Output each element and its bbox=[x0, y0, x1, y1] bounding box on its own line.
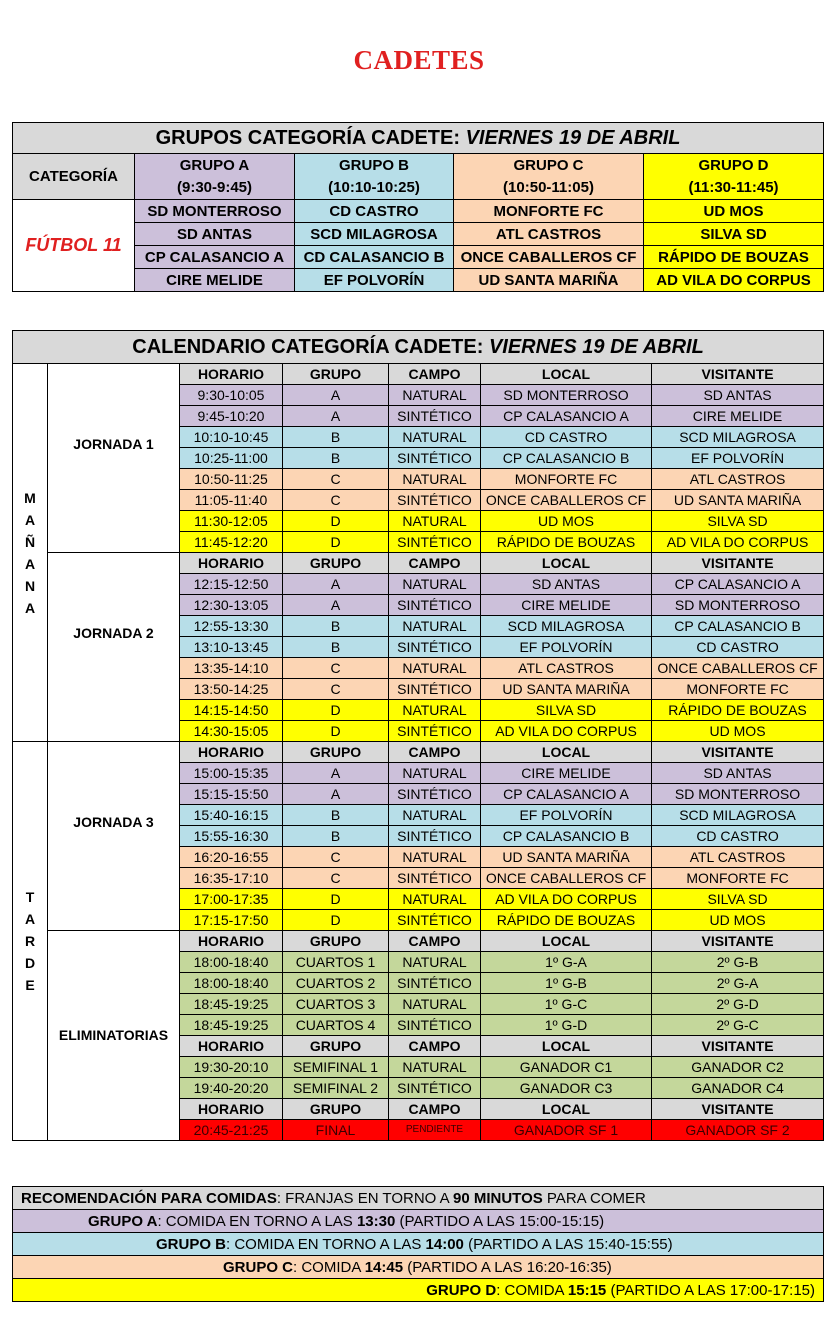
match-visitor: CD CASTRO bbox=[652, 637, 824, 658]
match-field: SINTÉTICO bbox=[389, 448, 481, 469]
match-group: CUARTOS 1 bbox=[283, 952, 389, 973]
header-campo: CAMPO bbox=[389, 364, 481, 385]
match-time: 18:45-19:25 bbox=[180, 1015, 283, 1036]
match-visitor: 2º G-B bbox=[652, 952, 824, 973]
header-local: LOCAL bbox=[481, 931, 652, 952]
match-group: D bbox=[283, 721, 389, 742]
group-team: CIRE MELIDE bbox=[135, 269, 295, 292]
match-local: 1º G-B bbox=[481, 973, 652, 994]
group-team: SCD MILAGROSA bbox=[295, 223, 454, 246]
match-local: UD MOS bbox=[481, 511, 652, 532]
header-visitante: VISITANTE bbox=[652, 1036, 824, 1057]
match-visitor: SD ANTAS bbox=[652, 763, 824, 784]
match-field: SINTÉTICO bbox=[389, 784, 481, 805]
calendar-header-row bbox=[13, 364, 824, 385]
match-field: SINTÉTICO bbox=[389, 868, 481, 889]
match-time: 20:45-21:25 bbox=[180, 1120, 283, 1141]
match-field: PENDIENTE bbox=[389, 1120, 481, 1141]
calendar-header-row bbox=[13, 553, 824, 574]
header-local: LOCAL bbox=[481, 1036, 652, 1057]
match-visitor: RÁPIDO DE BOUZAS bbox=[652, 700, 824, 721]
header-horario: HORARIO bbox=[180, 364, 283, 385]
match-visitor: CP CALASANCIO B bbox=[652, 616, 824, 637]
match-group: CUARTOS 4 bbox=[283, 1015, 389, 1036]
jornada-label: JORNADA 2 bbox=[48, 553, 180, 742]
match-visitor: GANADOR SF 2 bbox=[652, 1120, 824, 1141]
header-grupo: GRUPO bbox=[283, 1036, 389, 1057]
match-group: B bbox=[283, 427, 389, 448]
match-field: NATURAL bbox=[389, 616, 481, 637]
match-local: AD VILA DO CORPUS bbox=[481, 721, 652, 742]
match-group: B bbox=[283, 637, 389, 658]
match-time: 10:10-10:45 bbox=[180, 427, 283, 448]
match-time: 18:00-18:40 bbox=[180, 952, 283, 973]
match-group: D bbox=[283, 910, 389, 931]
match-local: EF POLVORÍN bbox=[481, 637, 652, 658]
match-local: EF POLVORÍN bbox=[481, 805, 652, 826]
match-group: A bbox=[283, 406, 389, 427]
match-visitor: ONCE CABALLEROS CF bbox=[652, 658, 824, 679]
match-local: 1º G-D bbox=[481, 1015, 652, 1036]
header-visitante: VISITANTE bbox=[652, 742, 824, 763]
match-group: CUARTOS 2 bbox=[283, 973, 389, 994]
match-field: NATURAL bbox=[389, 700, 481, 721]
match-field: NATURAL bbox=[389, 658, 481, 679]
group-team: CD CASTRO bbox=[295, 200, 454, 223]
group-team: CP CALASANCIO A bbox=[135, 246, 295, 269]
match-group: A bbox=[283, 595, 389, 616]
match-field: NATURAL bbox=[389, 847, 481, 868]
group-team: RÁPIDO DE BOUZAS bbox=[644, 246, 824, 269]
jornada-label: ELIMINATORIAS bbox=[48, 931, 180, 1141]
header-campo: CAMPO bbox=[389, 1036, 481, 1057]
match-time: 15:00-15:35 bbox=[180, 763, 283, 784]
recommendation-group-d: GRUPO D: COMIDA 15:15 (PARTIDO A LAS 17:00-17:15) bbox=[13, 1279, 824, 1302]
match-visitor: GANADOR C4 bbox=[652, 1078, 824, 1099]
header-visitante: VISITANTE bbox=[652, 931, 824, 952]
match-visitor: UD MOS bbox=[652, 910, 824, 931]
header-horario: HORARIO bbox=[180, 742, 283, 763]
match-time: 14:30-15:05 bbox=[180, 721, 283, 742]
header-visitante: VISITANTE bbox=[652, 553, 824, 574]
header-horario: HORARIO bbox=[180, 931, 283, 952]
match-field: SINTÉTICO bbox=[389, 973, 481, 994]
group-a-header: GRUPO A (9:30-9:45) bbox=[135, 154, 295, 200]
match-field: NATURAL bbox=[389, 952, 481, 973]
match-local: RÁPIDO DE BOUZAS bbox=[481, 910, 652, 931]
group-d-header: GRUPO D (11:30-11:45) bbox=[644, 154, 824, 200]
match-local: ONCE CABALLEROS CF bbox=[481, 490, 652, 511]
match-group: B bbox=[283, 826, 389, 847]
match-time: 12:15-12:50 bbox=[180, 574, 283, 595]
match-group: CUARTOS 3 bbox=[283, 994, 389, 1015]
match-visitor: CD CASTRO bbox=[652, 826, 824, 847]
group-team: CD CALASANCIO B bbox=[295, 246, 454, 269]
group-team: SILVA SD bbox=[644, 223, 824, 246]
match-time: 18:00-18:40 bbox=[180, 973, 283, 994]
match-visitor: GANADOR C2 bbox=[652, 1057, 824, 1078]
match-local: 1º G-A bbox=[481, 952, 652, 973]
match-visitor: 2º G-A bbox=[652, 973, 824, 994]
match-group: B bbox=[283, 448, 389, 469]
match-local: GANADOR C1 bbox=[481, 1057, 652, 1078]
group-team: MONFORTE FC bbox=[454, 200, 644, 223]
match-visitor: SILVA SD bbox=[652, 889, 824, 910]
match-time: 10:25-11:00 bbox=[180, 448, 283, 469]
match-group: D bbox=[283, 511, 389, 532]
match-local: ATL CASTROS bbox=[481, 658, 652, 679]
header-local: LOCAL bbox=[481, 1099, 652, 1120]
match-time: 19:30-20:10 bbox=[180, 1057, 283, 1078]
match-local: SCD MILAGROSA bbox=[481, 616, 652, 637]
header-grupo: GRUPO bbox=[283, 931, 389, 952]
page-title: CADETES bbox=[353, 45, 485, 75]
match-local: CD CASTRO bbox=[481, 427, 652, 448]
match-local: UD SANTA MARIÑA bbox=[481, 847, 652, 868]
calendar-title: CALENDARIO CATEGORÍA CADETE: VIERNES 19 DE ABRIL bbox=[13, 331, 824, 364]
match-field: NATURAL bbox=[389, 994, 481, 1015]
match-group: A bbox=[283, 385, 389, 406]
recommendation-intro: RECOMENDACIÓN PARA COMIDAS: FRANJAS EN TORNO A 90 MINUTOS PARA COMER bbox=[13, 1187, 824, 1210]
match-time: 12:30-13:05 bbox=[180, 595, 283, 616]
match-group: SEMIFINAL 1 bbox=[283, 1057, 389, 1078]
match-group: FINAL bbox=[283, 1120, 389, 1141]
jornada-label: JORNADA 3 bbox=[48, 742, 180, 931]
group-team: EF POLVORÍN bbox=[295, 269, 454, 292]
header-campo: CAMPO bbox=[389, 1099, 481, 1120]
match-visitor: ATL CASTROS bbox=[652, 847, 824, 868]
match-time: 10:50-11:25 bbox=[180, 469, 283, 490]
match-field: NATURAL bbox=[389, 469, 481, 490]
header-visitante: VISITANTE bbox=[652, 364, 824, 385]
match-local: SILVA SD bbox=[481, 700, 652, 721]
match-local: CP CALASANCIO B bbox=[481, 826, 652, 847]
match-time: 11:05-11:40 bbox=[180, 490, 283, 511]
match-local: ONCE CABALLEROS CF bbox=[481, 868, 652, 889]
match-visitor: EF POLVORÍN bbox=[652, 448, 824, 469]
match-local: UD SANTA MARIÑA bbox=[481, 679, 652, 700]
match-field: SINTÉTICO bbox=[389, 532, 481, 553]
group-team: UD MOS bbox=[644, 200, 824, 223]
groups-table bbox=[12, 122, 824, 292]
match-group: C bbox=[283, 679, 389, 700]
match-local: CP CALASANCIO A bbox=[481, 784, 652, 805]
match-group: A bbox=[283, 574, 389, 595]
match-field: SINTÉTICO bbox=[389, 406, 481, 427]
match-local: SD ANTAS bbox=[481, 574, 652, 595]
match-time: 14:15-14:50 bbox=[180, 700, 283, 721]
match-group: A bbox=[283, 784, 389, 805]
period-manana: M A Ñ A N A bbox=[13, 364, 48, 742]
header-horario: HORARIO bbox=[180, 1036, 283, 1057]
match-field: NATURAL bbox=[389, 1057, 481, 1078]
match-field: SINTÉTICO bbox=[389, 1015, 481, 1036]
header-grupo: GRUPO bbox=[283, 1099, 389, 1120]
match-visitor: SILVA SD bbox=[652, 511, 824, 532]
match-group: D bbox=[283, 889, 389, 910]
header-local: LOCAL bbox=[481, 553, 652, 574]
match-time: 13:10-13:45 bbox=[180, 637, 283, 658]
match-field: SINTÉTICO bbox=[389, 595, 481, 616]
header-local: LOCAL bbox=[481, 364, 652, 385]
header-campo: CAMPO bbox=[389, 742, 481, 763]
match-time: 13:35-14:10 bbox=[180, 658, 283, 679]
recommendation-group-b: GRUPO B: COMIDA EN TORNO A LAS 14:00 (PARTIDO A LAS 15:40-15:55) bbox=[13, 1233, 824, 1256]
match-time: 16:35-17:10 bbox=[180, 868, 283, 889]
match-visitor: MONFORTE FC bbox=[652, 679, 824, 700]
header-campo: CAMPO bbox=[389, 931, 481, 952]
category-header: CATEGORÍA bbox=[13, 154, 135, 200]
header-local: LOCAL bbox=[481, 742, 652, 763]
match-field: NATURAL bbox=[389, 805, 481, 826]
match-time: 12:55-13:30 bbox=[180, 616, 283, 637]
match-time: 18:45-19:25 bbox=[180, 994, 283, 1015]
match-time: 17:00-17:35 bbox=[180, 889, 283, 910]
match-local: MONFORTE FC bbox=[481, 469, 652, 490]
match-visitor: SCD MILAGROSA bbox=[652, 805, 824, 826]
match-visitor: SD MONTERROSO bbox=[652, 595, 824, 616]
group-team: ATL CASTROS bbox=[454, 223, 644, 246]
match-visitor: SCD MILAGROSA bbox=[652, 427, 824, 448]
match-time: 15:40-16:15 bbox=[180, 805, 283, 826]
match-field: NATURAL bbox=[389, 889, 481, 910]
match-field: NATURAL bbox=[389, 427, 481, 448]
match-group: SEMIFINAL 2 bbox=[283, 1078, 389, 1099]
recommendation-group-c: GRUPO C: COMIDA 14:45 (PARTIDO A LAS 16:20-16:35) bbox=[13, 1256, 824, 1279]
match-local: CIRE MELIDE bbox=[481, 595, 652, 616]
match-visitor: UD SANTA MARIÑA bbox=[652, 490, 824, 511]
match-field: SINTÉTICO bbox=[389, 910, 481, 931]
match-group: D bbox=[283, 532, 389, 553]
header-horario: HORARIO bbox=[180, 553, 283, 574]
match-field: NATURAL bbox=[389, 511, 481, 532]
match-local: SD MONTERROSO bbox=[481, 385, 652, 406]
match-field: SINTÉTICO bbox=[389, 721, 481, 742]
group-b-header: GRUPO B (10:10-10:25) bbox=[295, 154, 454, 200]
header-grupo: GRUPO bbox=[283, 553, 389, 574]
match-time: 16:20-16:55 bbox=[180, 847, 283, 868]
match-visitor: MONFORTE FC bbox=[652, 868, 824, 889]
period-tarde: T A R D E bbox=[13, 742, 48, 1141]
match-local: 1º G-C bbox=[481, 994, 652, 1015]
match-field: NATURAL bbox=[389, 574, 481, 595]
match-time: 13:50-14:25 bbox=[180, 679, 283, 700]
header-horario: HORARIO bbox=[180, 1099, 283, 1120]
calendar-table bbox=[12, 330, 824, 1141]
jornada-label: JORNADA 1 bbox=[48, 364, 180, 553]
match-local: CP CALASANCIO A bbox=[481, 406, 652, 427]
match-time: 11:45-12:20 bbox=[180, 532, 283, 553]
match-visitor: 2º G-D bbox=[652, 994, 824, 1015]
match-visitor: UD MOS bbox=[652, 721, 824, 742]
match-time: 15:55-16:30 bbox=[180, 826, 283, 847]
match-visitor: SD MONTERROSO bbox=[652, 784, 824, 805]
header-grupo: GRUPO bbox=[283, 364, 389, 385]
match-time: 9:45-10:20 bbox=[180, 406, 283, 427]
calendar-header-row bbox=[13, 742, 824, 763]
group-team: ONCE CABALLEROS CF bbox=[454, 246, 644, 269]
match-visitor: AD VILA DO CORPUS bbox=[652, 532, 824, 553]
groups-title: GRUPOS CATEGORÍA CADETE: VIERNES 19 DE ABRIL bbox=[13, 123, 824, 154]
match-group: C bbox=[283, 490, 389, 511]
header-grupo: GRUPO bbox=[283, 742, 389, 763]
match-local: AD VILA DO CORPUS bbox=[481, 889, 652, 910]
match-group: C bbox=[283, 469, 389, 490]
match-visitor: CIRE MELIDE bbox=[652, 406, 824, 427]
group-team: SD ANTAS bbox=[135, 223, 295, 246]
calendar-header-row bbox=[13, 931, 824, 952]
match-field: NATURAL bbox=[389, 763, 481, 784]
match-visitor: SD ANTAS bbox=[652, 385, 824, 406]
match-local: RÁPIDO DE BOUZAS bbox=[481, 532, 652, 553]
group-c-header: GRUPO C (10:50-11:05) bbox=[454, 154, 644, 200]
match-local: CP CALASANCIO B bbox=[481, 448, 652, 469]
group-team: UD SANTA MARIÑA bbox=[454, 269, 644, 292]
match-time: 19:40-20:20 bbox=[180, 1078, 283, 1099]
match-group: A bbox=[283, 763, 389, 784]
match-group: C bbox=[283, 658, 389, 679]
match-group: B bbox=[283, 616, 389, 637]
header-campo: CAMPO bbox=[389, 553, 481, 574]
group-team: SD MONTERROSO bbox=[135, 200, 295, 223]
recommendation-group-a: GRUPO A: COMIDA EN TORNO A LAS 13:30 (PARTIDO A LAS 15:00-15:15) bbox=[13, 1210, 824, 1233]
match-field: SINTÉTICO bbox=[389, 826, 481, 847]
match-field: NATURAL bbox=[389, 385, 481, 406]
match-visitor: CP CALASANCIO A bbox=[652, 574, 824, 595]
match-time: 15:15-15:50 bbox=[180, 784, 283, 805]
match-local: GANADOR C3 bbox=[481, 1078, 652, 1099]
match-time: 17:15-17:50 bbox=[180, 910, 283, 931]
match-time: 11:30-12:05 bbox=[180, 511, 283, 532]
match-group: C bbox=[283, 847, 389, 868]
group-team: AD VILA DO CORPUS bbox=[644, 269, 824, 292]
match-field: SINTÉTICO bbox=[389, 637, 481, 658]
match-group: C bbox=[283, 868, 389, 889]
match-group: D bbox=[283, 700, 389, 721]
match-group: B bbox=[283, 805, 389, 826]
match-visitor: 2º G-C bbox=[652, 1015, 824, 1036]
header-visitante: VISITANTE bbox=[652, 1099, 824, 1120]
category-name: FÚTBOL 11 bbox=[13, 200, 135, 292]
meal-recommendations bbox=[12, 1186, 824, 1302]
match-local: CIRE MELIDE bbox=[481, 763, 652, 784]
match-time: 9:30-10:05 bbox=[180, 385, 283, 406]
match-visitor: ATL CASTROS bbox=[652, 469, 824, 490]
match-local: GANADOR SF 1 bbox=[481, 1120, 652, 1141]
match-field: SINTÉTICO bbox=[389, 679, 481, 700]
match-field: SINTÉTICO bbox=[389, 1078, 481, 1099]
match-field: SINTÉTICO bbox=[389, 490, 481, 511]
